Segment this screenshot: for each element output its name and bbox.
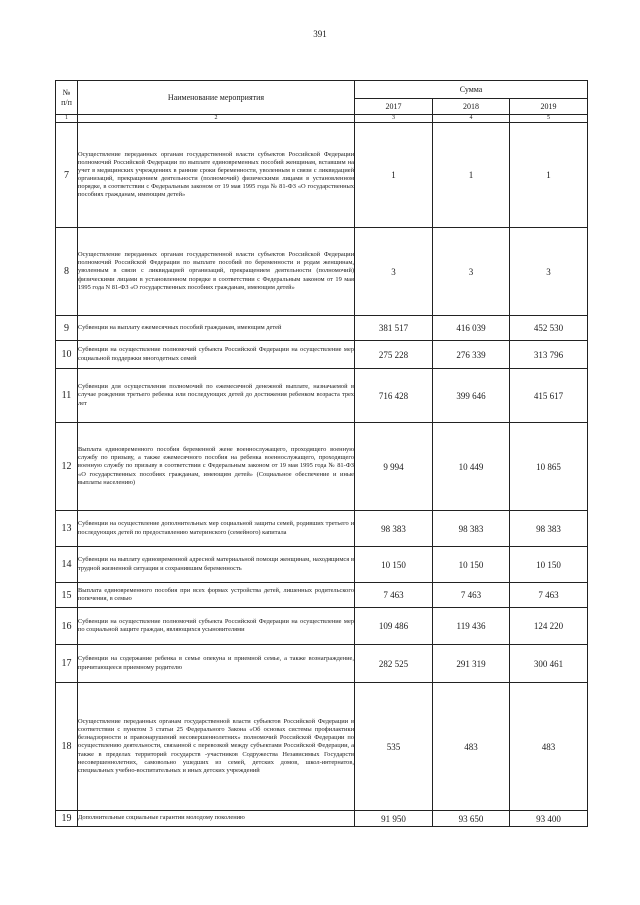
row-number: 16 (56, 608, 78, 645)
value-2017: 98 383 (355, 511, 433, 547)
row-name: Субвенции на выплату ежемесячных пособий гражданам, имеющим детей (78, 316, 355, 341)
table-row (56, 369, 588, 423)
table-row (56, 583, 588, 608)
table-row (56, 341, 588, 369)
table-row (56, 811, 588, 827)
value-2019: 98 383 (510, 511, 588, 547)
value-2018: 3 (433, 228, 510, 316)
column-number: 4 (433, 115, 510, 123)
value-2017: 109 486 (355, 608, 433, 645)
value-2018: 119 436 (433, 608, 510, 645)
row-name: Осуществление переданных органам государственной власти субъектов Российской Федерации в соответствии с пунктом 3 статьи 25 Федерального Закона «Об основах системы профилактики безнадзорности и правонарушений несовершеннолетних» полномочий Российской Федерации по осуществлению деятельности, связанной с перевозкой между субъектами Российской Федерации, а также в пределах территорий государств -участников Содружества Независимых Государств несовершеннолетних, самовольно ушедших из семей, детских домов, школ-интернатов, специальных учебно-воспитательных и иных детских учреждений (78, 683, 355, 811)
header-num: № п/п (56, 81, 78, 115)
value-2019: 93 400 (510, 811, 588, 827)
value-2017: 91 950 (355, 811, 433, 827)
table-row (56, 683, 588, 811)
row-number: 18 (56, 683, 78, 811)
row-number: 12 (56, 423, 78, 511)
row-name: Осуществление переданных органам государственной власти субъектов Российской Федерации полномочий Российской Федерации по выплате единовременных пособий женщинам, вставшим на учет в медицинских учреждениях в ранние сроки беременности, уволенным в связи с ликвидацией организаций, прекращением деятельности (полномочий) физическими лицами в установленном порядке, в соответствии с Федеральным законом от 19 мая 1995 года № 81-ФЗ «О государственных пособиях гражданам, имеющим детей» (78, 123, 355, 228)
value-2018: 98 383 (433, 511, 510, 547)
table-row (56, 228, 588, 316)
page-number: 391 (313, 29, 327, 39)
table-row (56, 423, 588, 511)
row-number: 15 (56, 583, 78, 608)
header-year-2019: 2019 (510, 99, 588, 115)
header-name: Наименование мероприятия (78, 81, 355, 115)
column-number: 5 (510, 115, 588, 123)
value-2018: 483 (433, 683, 510, 811)
value-2019: 10 865 (510, 423, 588, 511)
value-2017: 1 (355, 123, 433, 228)
value-2018: 93 650 (433, 811, 510, 827)
value-2019: 7 463 (510, 583, 588, 608)
row-name: Дополнительные социальные гарантии молодому поколению (78, 811, 355, 827)
value-2019: 3 (510, 228, 588, 316)
row-number: 7 (56, 123, 78, 228)
row-number: 14 (56, 547, 78, 583)
header-year-2018: 2018 (433, 99, 510, 115)
value-2019: 313 796 (510, 341, 588, 369)
row-number: 10 (56, 341, 78, 369)
header-year-2017: 2017 (355, 99, 433, 115)
budget-table (55, 80, 588, 827)
row-number: 9 (56, 316, 78, 341)
value-2017: 3 (355, 228, 433, 316)
row-name: Субвенции на осуществление полномочий субъекта Российской Федерации на осуществление мер по социальной защите граждан, являющихся усыновителями (78, 608, 355, 645)
table-row (56, 123, 588, 228)
value-2017: 716 428 (355, 369, 433, 423)
row-number: 13 (56, 511, 78, 547)
table-row (56, 645, 588, 683)
value-2018: 10 449 (433, 423, 510, 511)
value-2019: 415 617 (510, 369, 588, 423)
value-2017: 10 150 (355, 547, 433, 583)
row-number: 19 (56, 811, 78, 827)
row-name: Осуществление переданных органам государственной власти субъектов Российской Федерации полномочий Российской Федерации по выплате пособий по беременности и родам женщинам, уволенным в связи с ликвидацией организаций, прекращением деятельности (полномочий) физическими лицами в установленном порядке в соответствии с Федеральным законом от 19 мая 1995 года N 81-ФЗ «О государственных пособиях гражданам, имеющим детей» (78, 228, 355, 316)
value-2018: 291 319 (433, 645, 510, 683)
row-name: Выплата единовременного пособия беременной жене военнослужащего, проходящего военную службу по призыву, а также ежемесячного пособия на ребенка военнослужащего, проходящего военную службу по призыву в соответствии с Федеральным законом от 19 мая 1995 года № 81-ФЗ «О государственных пособиях гражданам, имеющим детей» (Социальное обеспечение и иные выплаты населению) (78, 423, 355, 511)
table-row (56, 316, 588, 341)
row-name: Субвенции для осуществления полномочий по ежемесячной денежной выплате, назначаемой в случае рождения третьего ребенка или последующих детей до достижения ребенком возраста трех лет (78, 369, 355, 423)
table-row (56, 511, 588, 547)
value-2018: 1 (433, 123, 510, 228)
value-2017: 282 525 (355, 645, 433, 683)
value-2017: 275 228 (355, 341, 433, 369)
value-2017: 9 994 (355, 423, 433, 511)
value-2019: 300 461 (510, 645, 588, 683)
row-name: Субвенции на выплату единовременной адресной материальной помощи женщинам, находящимся в трудной жизненной ситуации и сохранившим беременность (78, 547, 355, 583)
value-2018: 276 339 (433, 341, 510, 369)
header-sum: Сумма (355, 81, 588, 99)
row-name: Выплата единовременного пособия при всех формах устройства детей, лишенных родительского попечения, в семью (78, 583, 355, 608)
column-number: 1 (56, 115, 78, 123)
value-2019: 124 220 (510, 608, 588, 645)
value-2018: 7 463 (433, 583, 510, 608)
row-number: 11 (56, 369, 78, 423)
value-2019: 1 (510, 123, 588, 228)
value-2017: 7 463 (355, 583, 433, 608)
row-number: 17 (56, 645, 78, 683)
value-2017: 381 517 (355, 316, 433, 341)
value-2018: 10 150 (433, 547, 510, 583)
row-number: 8 (56, 228, 78, 316)
value-2017: 535 (355, 683, 433, 811)
value-2019: 452 530 (510, 316, 588, 341)
value-2018: 399 646 (433, 369, 510, 423)
row-name: Субвенции на осуществление дополнительных мер социальной защиты семей, родивших третьего и последующих детей по предоставлению материнского (семейного) капитала (78, 511, 355, 547)
column-number: 3 (355, 115, 433, 123)
table-row (56, 608, 588, 645)
table-row (56, 547, 588, 583)
row-name: Субвенции на содержание ребенка в семье опекуна и приемной семье, а также вознаграждение, причитающееся приемному родителю (78, 645, 355, 683)
column-number: 2 (78, 115, 355, 123)
row-name: Субвенции на осуществление полномочий субъекта Российской Федерации на осуществление мер социальной поддержки многодетных семей (78, 341, 355, 369)
value-2019: 10 150 (510, 547, 588, 583)
value-2019: 483 (510, 683, 588, 811)
value-2018: 416 039 (433, 316, 510, 341)
